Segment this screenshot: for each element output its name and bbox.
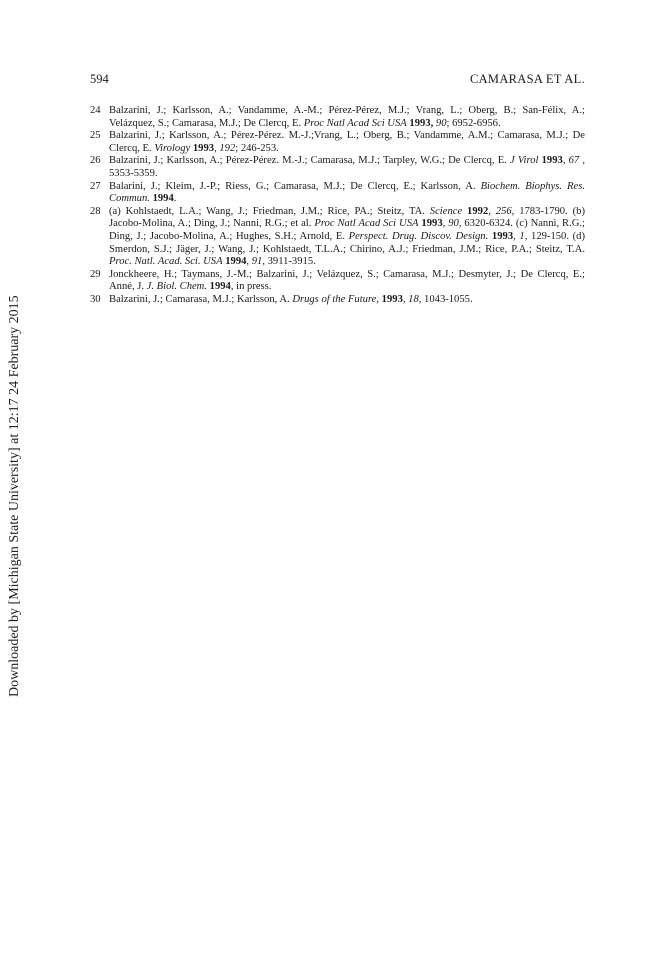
reference-item [90, 155, 585, 180]
reference-item [90, 105, 585, 130]
reference-item [90, 269, 585, 294]
page-header [90, 72, 585, 92]
reference-item [90, 294, 585, 307]
reference-text: Balarini, J.; Kleim, J.-P.; Riess, G.; Camarasa, M.J.; De Clercq, E.; Karlsson, A. Biochem. Biophys. Res. Commun. 1994. [109, 180, 585, 205]
reference-number: 24 [90, 105, 101, 116]
reference-number: 25 [90, 130, 101, 142]
reference-text: Balzarini, J.; Karlsson, A.; Vandamme, A.-M.; Pérez-Pérez, M.J.; Vrang, L.; Oberg, B.; San-Félix, A.; Velázquez, S.; Camarasa, M.J.; De Clercq, E. Proc Natl Acad Sci USA 1993, 90; 6952-6956. [109, 105, 585, 129]
reference-text: Balzarini, J.; Camarasa, M.J.; Karlsson, A. Drugs of the Future, 1993, 18, 1043-1055. [109, 293, 473, 305]
reference-number: 28 [90, 205, 101, 217]
page-number: 594 [90, 72, 109, 86]
reference-number: 27 [90, 180, 101, 192]
reference-text: Balzarini, J.; Karlsson, A.; Pérez-Pérez. M.-J.; Camarasa, M.J.; Tarpley, W.G.; De Clercq, E. J Virol 1993, 67 , 5353-5359. [109, 155, 586, 179]
reference-item [90, 130, 585, 155]
reference-list [90, 105, 585, 307]
reference-text: Balzarini, J.; Karlsson, A.; Pérez-Pérez. M.-J.;Vrang, L.; Oberg, B.; Vandamme, A.M.; Camarasa, M.J.; De Clercq, E. Virology 1993, 192; 246-253. [109, 130, 585, 154]
reference-number: 30 [90, 293, 101, 305]
reference-text: Jonckheere, H.; Taymans, J.-M.; Balzarini, J.; Velázquez, S.; Camarasa, M.J.; Desmyter, J.; De Clercq, E.; Anné, J. J. Biol. Chem. 1994, in press. [109, 268, 585, 293]
reference-number: 29 [90, 268, 101, 280]
reference-item [90, 181, 585, 206]
running-head: CAMARASA ET AL. [469, 72, 585, 86]
reference-text: (a) Kohlstaedt, L.A.; Wang, J.; Friedman, J.M.; Rice, PA.; Steitz, TA. Science 1992, 256, 1783-1790. (b) Jacobo-Molina, A.; Ding, J.; Nanni, R.G.; et al. Proc Natl Acad Sci USA 1993, 90, 6320-6324. (c) Nanni, R.G.; Ding, J.; Jacobo-Molina, A.; Hughes, S.H.; Arnold, E. Perspect. Drug. Discov. Design. 1993, 1, 129-150. (d) Smerdon, S.J.; Jäger, J.; Wang, J.; Kohlstaedt, T.L.A.; Chirino, A.J.; Friedman, J.M.; Rice, P.A.; Steitz, T.A. Proc. Natl. Acad. Sci. USA 1994, 91, 3911-3915. [109, 205, 585, 268]
reference-item [90, 206, 585, 269]
reference-number: 26 [90, 155, 101, 167]
download-watermark: Downloaded by [Michigan State University] at 12:17 24 February 2015 [7, 295, 22, 697]
